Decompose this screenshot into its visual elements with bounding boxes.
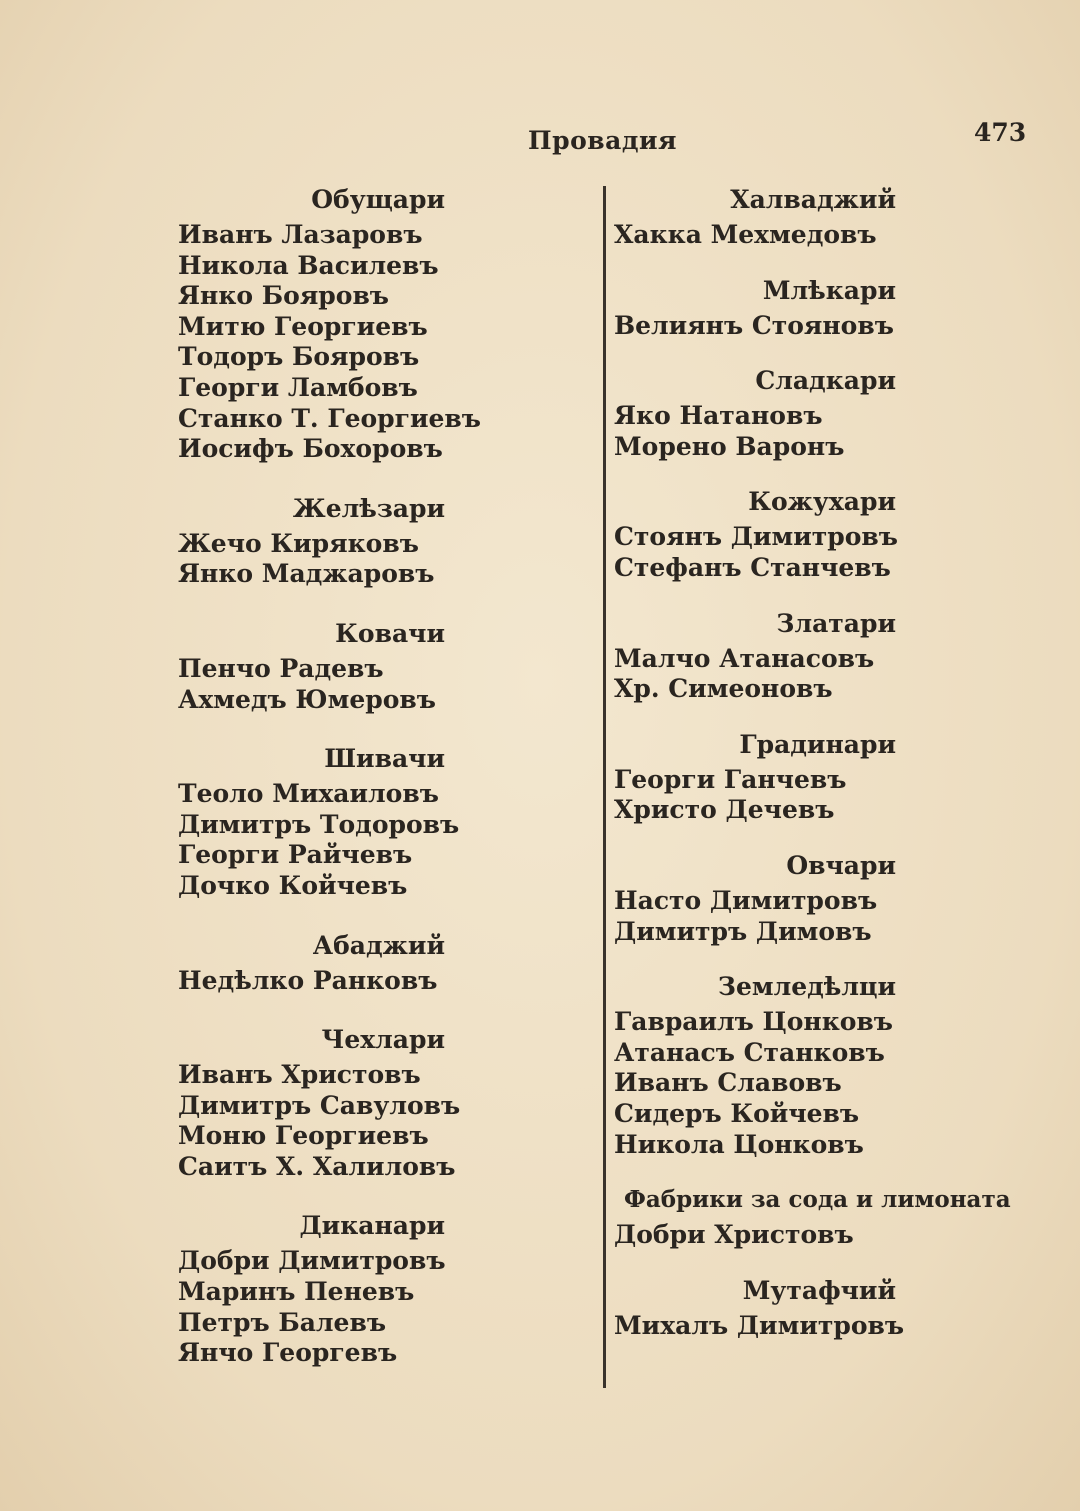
name-list	[614, 311, 1024, 342]
person-name: Христо Дечевъ	[614, 795, 835, 825]
person-name: Ахмедъ Юмеровъ	[178, 684, 436, 714]
running-title: Провадия	[528, 126, 678, 155]
column-divider	[603, 186, 606, 1388]
trade-heading: Диканари	[299, 1211, 445, 1241]
page-header	[0, 118, 1080, 158]
trade-section	[614, 361, 1024, 462]
trade-section	[614, 846, 1024, 947]
person-name: Добри Димитровъ	[178, 1246, 446, 1276]
page-number: 473	[974, 118, 1027, 147]
person-name: Михалъ Димитровъ	[614, 1310, 905, 1340]
trade-heading: Абаджий	[312, 930, 445, 960]
name-list	[178, 654, 478, 715]
person-name: Тодоръ Бояровъ	[178, 342, 420, 372]
name-list	[614, 765, 1024, 826]
person-name: Станко Т. Георгиевъ	[178, 403, 481, 433]
name-list	[614, 401, 1024, 462]
person-name: Яко Натановъ	[614, 401, 823, 431]
trade-heading: Кожухари	[748, 487, 896, 517]
person-name: Стефанъ Станчевъ	[614, 552, 891, 582]
person-name: Иванъ Лазаровъ	[178, 220, 423, 249]
trade-section	[178, 1206, 478, 1368]
name-list	[178, 1060, 478, 1182]
trade-section	[614, 180, 1024, 251]
trade-heading: Желѣзари	[292, 493, 445, 523]
person-name: Янко Бояровъ	[178, 281, 389, 311]
trade-section	[614, 967, 1024, 1160]
person-name: Добри Христовъ	[614, 1220, 854, 1250]
trade-heading: Мутафчий	[742, 1275, 896, 1305]
person-name: Атанасъ Станковъ	[614, 1037, 885, 1067]
right-column	[614, 180, 1024, 1361]
name-list	[614, 1311, 1024, 1342]
person-name: Теоло Михаиловъ	[178, 779, 439, 809]
trade-section	[614, 604, 1024, 705]
trade-heading: Шивачи	[324, 744, 445, 774]
person-name: Георги Ганчевъ	[614, 764, 847, 794]
person-name: Сидеръ Койчевъ	[614, 1098, 860, 1128]
person-name: Никола Василевъ	[178, 250, 439, 280]
trade-heading: Обущари	[311, 185, 445, 214]
name-list	[178, 529, 478, 590]
person-name: Недѣлко Ранковъ	[178, 965, 438, 995]
trade-section	[614, 271, 1024, 342]
person-name: Петръ Балевъ	[178, 1307, 387, 1337]
trade-section	[614, 1271, 1024, 1342]
person-name: Малчо Атанасовъ	[614, 643, 875, 673]
person-name: Янчо Георгевъ	[178, 1338, 398, 1368]
name-list	[178, 779, 478, 901]
person-name: Насто Димитровъ	[614, 885, 878, 915]
trade-heading: Сладкари	[755, 366, 896, 396]
trade-heading: Халваджий	[730, 185, 896, 214]
person-name: Пенчо Радевъ	[178, 653, 384, 683]
person-name: Димитръ Тодоровъ	[178, 809, 460, 839]
name-list	[614, 522, 1024, 583]
person-name: Димитръ Савуловъ	[178, 1090, 461, 1120]
left-column	[178, 180, 481, 1393]
trade-section	[178, 739, 478, 901]
person-name: Митю Георгиевъ	[178, 311, 428, 341]
trade-section	[178, 614, 478, 715]
person-name: Моню Георгиевъ	[178, 1121, 429, 1151]
name-list	[614, 886, 1024, 947]
person-name: Иванъ Христовъ	[178, 1060, 421, 1090]
person-name: Янко Маджаровъ	[178, 559, 435, 589]
person-name: Никола Цонковъ	[614, 1129, 864, 1159]
name-list	[178, 1246, 478, 1368]
name-list	[614, 644, 1024, 705]
name-list	[614, 1007, 1024, 1160]
trade-section	[614, 482, 1024, 583]
name-list	[614, 1220, 1024, 1251]
person-name: Георги Ламбовъ	[178, 372, 418, 402]
name-list	[614, 220, 1024, 251]
name-list	[178, 966, 478, 997]
person-name: Стоянъ Димитровъ	[614, 522, 898, 552]
trade-section	[178, 489, 478, 590]
trade-heading: Златари	[776, 608, 896, 638]
person-name: Велиянъ Стояновъ	[614, 310, 894, 340]
person-name: Хакка Мехмедовъ	[614, 220, 877, 249]
trade-heading: Градинари	[739, 729, 896, 759]
trade-section	[614, 1180, 1024, 1251]
person-name: Жечо Киряковъ	[178, 528, 419, 558]
trade-section	[178, 1020, 478, 1182]
person-name: Морено Варонъ	[614, 431, 845, 461]
trade-heading: Овчари	[786, 850, 896, 880]
trade-heading: Чехлари	[321, 1025, 445, 1055]
person-name: Георги Райчевъ	[178, 840, 413, 870]
trade-section	[614, 725, 1024, 826]
trade-heading: Млѣкари	[762, 275, 896, 305]
person-name: Саитъ Х. Халиловъ	[178, 1151, 456, 1181]
trade-section	[178, 180, 481, 465]
trade-section	[178, 926, 478, 997]
person-name: Хр. Симеоновъ	[614, 674, 833, 704]
trade-heading: Фабрики за сода и лимоната	[624, 1186, 1011, 1214]
trade-heading: Ковачи	[335, 618, 445, 648]
person-name: Димитръ Димовъ	[614, 916, 872, 946]
trade-heading: Земледѣлци	[717, 972, 896, 1002]
person-name: Дочко Койчевъ	[178, 870, 408, 900]
person-name: Иванъ Славовъ	[614, 1068, 842, 1098]
person-name: Маринъ Пеневъ	[178, 1277, 415, 1307]
person-name: Гавраилъ Цонковъ	[614, 1007, 893, 1037]
name-list	[178, 220, 481, 465]
person-name: Иосифъ Бохоровъ	[178, 434, 443, 464]
